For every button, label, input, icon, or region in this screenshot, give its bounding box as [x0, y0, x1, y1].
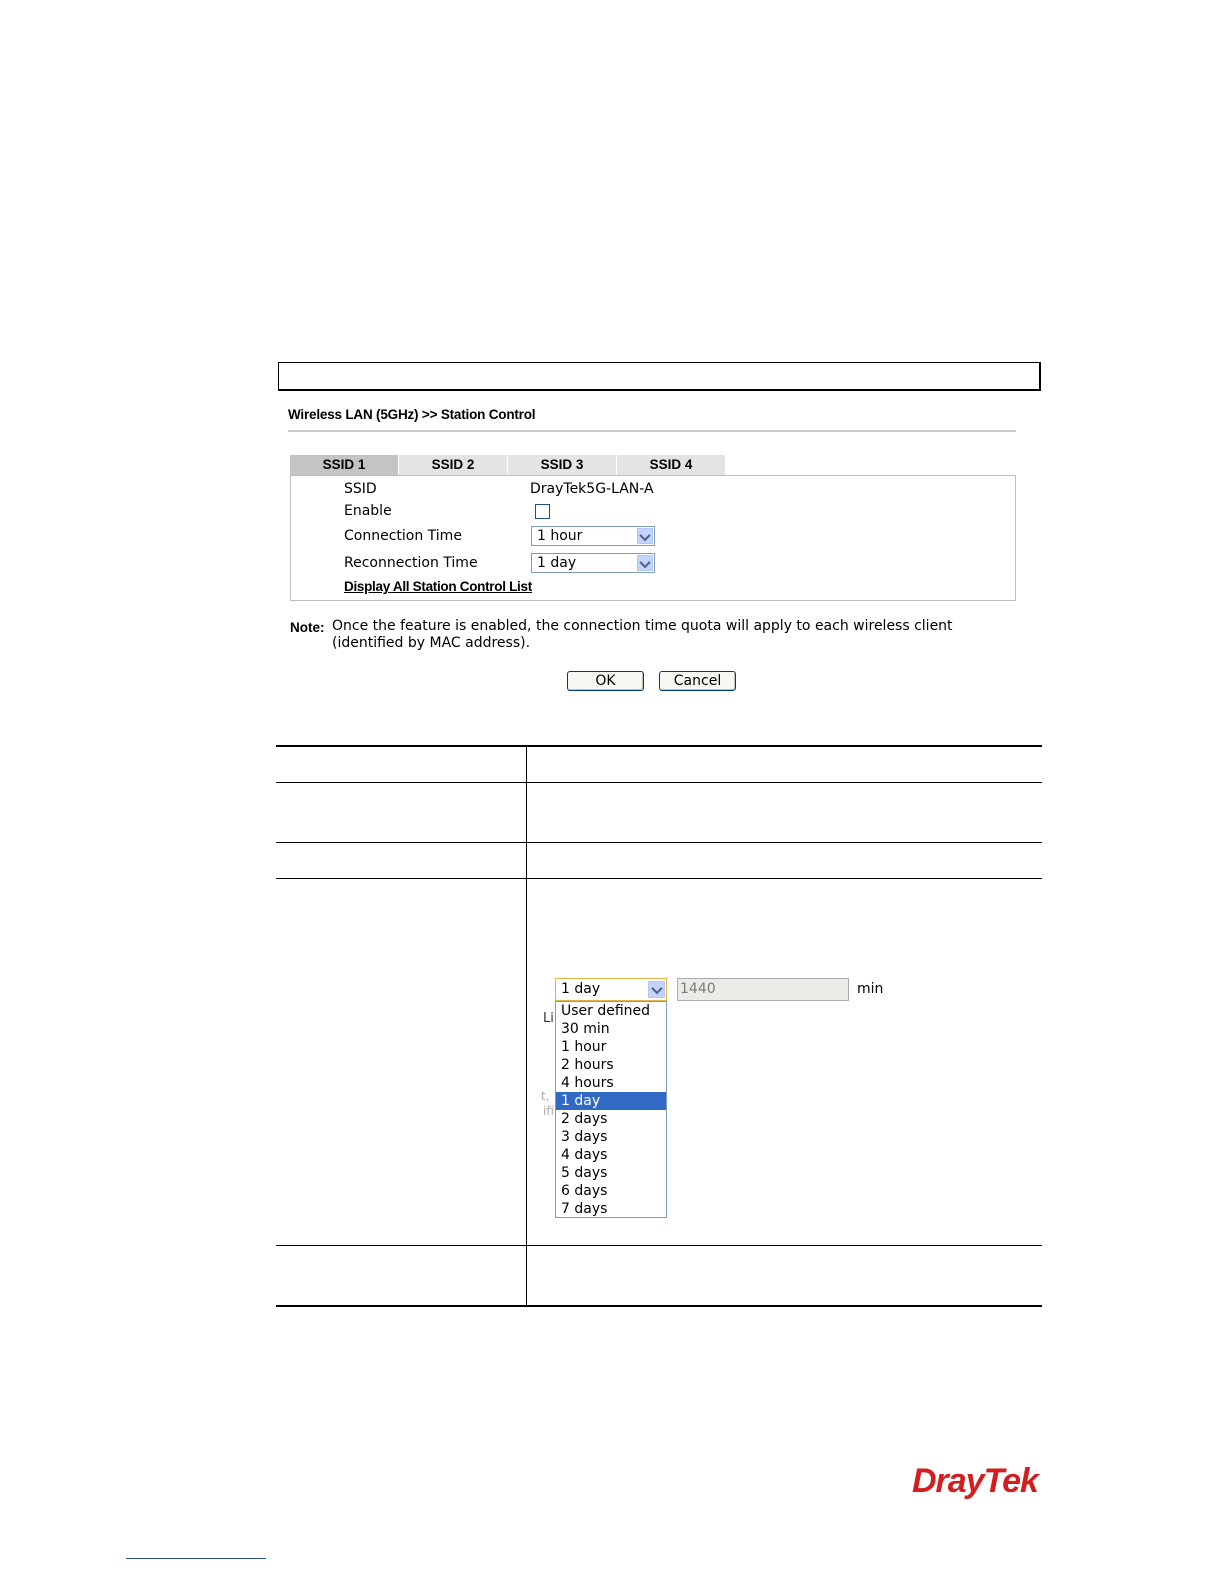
draytek-logo: DrayTek	[912, 1462, 1038, 1500]
duration-option-selected[interactable]: 1 day	[556, 1092, 666, 1110]
ssid-tabs	[290, 455, 726, 475]
duration-option[interactable]: 5 days	[561, 1165, 608, 1181]
tab-ssid-1[interactable]: SSID 1	[290, 455, 399, 475]
cancel-button[interactable]: Cancel	[659, 671, 736, 691]
chevron-down-icon	[648, 981, 665, 998]
duration-select-value: 1 day	[561, 981, 601, 997]
duration-option[interactable]: 6 days	[561, 1183, 608, 1199]
table-rule	[276, 1245, 1042, 1246]
clipped-text-fragment: t,	[541, 1089, 550, 1103]
caption-box	[278, 362, 1041, 391]
ok-button[interactable]: OK	[567, 671, 644, 691]
note-text: Once the feature is enabled, the connection time quota will apply to each wireless client (identified by MAC address).	[332, 618, 953, 651]
reconnection-time-select[interactable]	[531, 553, 655, 573]
duration-option[interactable]: 7 days	[561, 1201, 608, 1217]
tab-ssid-4[interactable]: SSID 4	[617, 455, 726, 475]
footer-rule	[126, 1558, 266, 1559]
minutes-unit: min	[857, 981, 884, 997]
duration-option[interactable]: 30 min	[561, 1021, 610, 1037]
ssid-settings-panel	[290, 475, 1016, 601]
duration-option[interactable]: 2 hours	[561, 1057, 614, 1073]
reconnection-time-label: Reconnection Time	[344, 555, 478, 571]
duration-select[interactable]	[555, 978, 667, 1001]
enable-checkbox[interactable]	[535, 504, 550, 519]
duration-option[interactable]: User defined	[561, 1003, 651, 1019]
chevron-down-icon	[637, 528, 653, 544]
note-label: Note:	[290, 620, 325, 635]
duration-option[interactable]: 3 days	[561, 1129, 608, 1145]
display-station-list-link[interactable]: Display All Station Control List	[344, 579, 532, 594]
tab-ssid-3[interactable]: SSID 3	[508, 455, 617, 475]
clipped-text-fragment: Li	[543, 1011, 554, 1026]
connection-time-value: 1 hour	[537, 528, 583, 544]
reconnection-time-value: 1 day	[537, 555, 577, 571]
enable-label: Enable	[344, 503, 392, 519]
duration-option[interactable]: 2 days	[561, 1111, 608, 1127]
duration-option[interactable]: 4 days	[561, 1147, 608, 1163]
table-rule	[276, 842, 1042, 843]
chevron-down-icon	[637, 555, 653, 571]
ssid-value: DrayTek5G-LAN-A	[530, 481, 654, 497]
minutes-input[interactable]: 1440	[677, 978, 849, 1001]
clipped-text-fragment: ifi	[543, 1104, 554, 1118]
table-rule-bottom	[276, 1305, 1042, 1307]
table-rule	[276, 878, 1042, 879]
tab-ssid-2[interactable]: SSID 2	[399, 455, 508, 475]
duration-option[interactable]: 4 hours	[561, 1075, 614, 1091]
breadcrumb-divider	[288, 430, 1016, 432]
ssid-label: SSID	[344, 481, 377, 497]
table-rule-top	[276, 745, 1042, 747]
table-column-divider	[526, 745, 527, 1307]
duration-options-list	[555, 1001, 667, 1218]
connection-time-select[interactable]	[531, 526, 655, 546]
duration-option[interactable]: 1 hour	[561, 1039, 607, 1055]
table-rule	[276, 782, 1042, 783]
connection-time-label: Connection Time	[344, 528, 462, 544]
breadcrumb: Wireless LAN (5GHz) >> Station Control	[288, 407, 536, 422]
